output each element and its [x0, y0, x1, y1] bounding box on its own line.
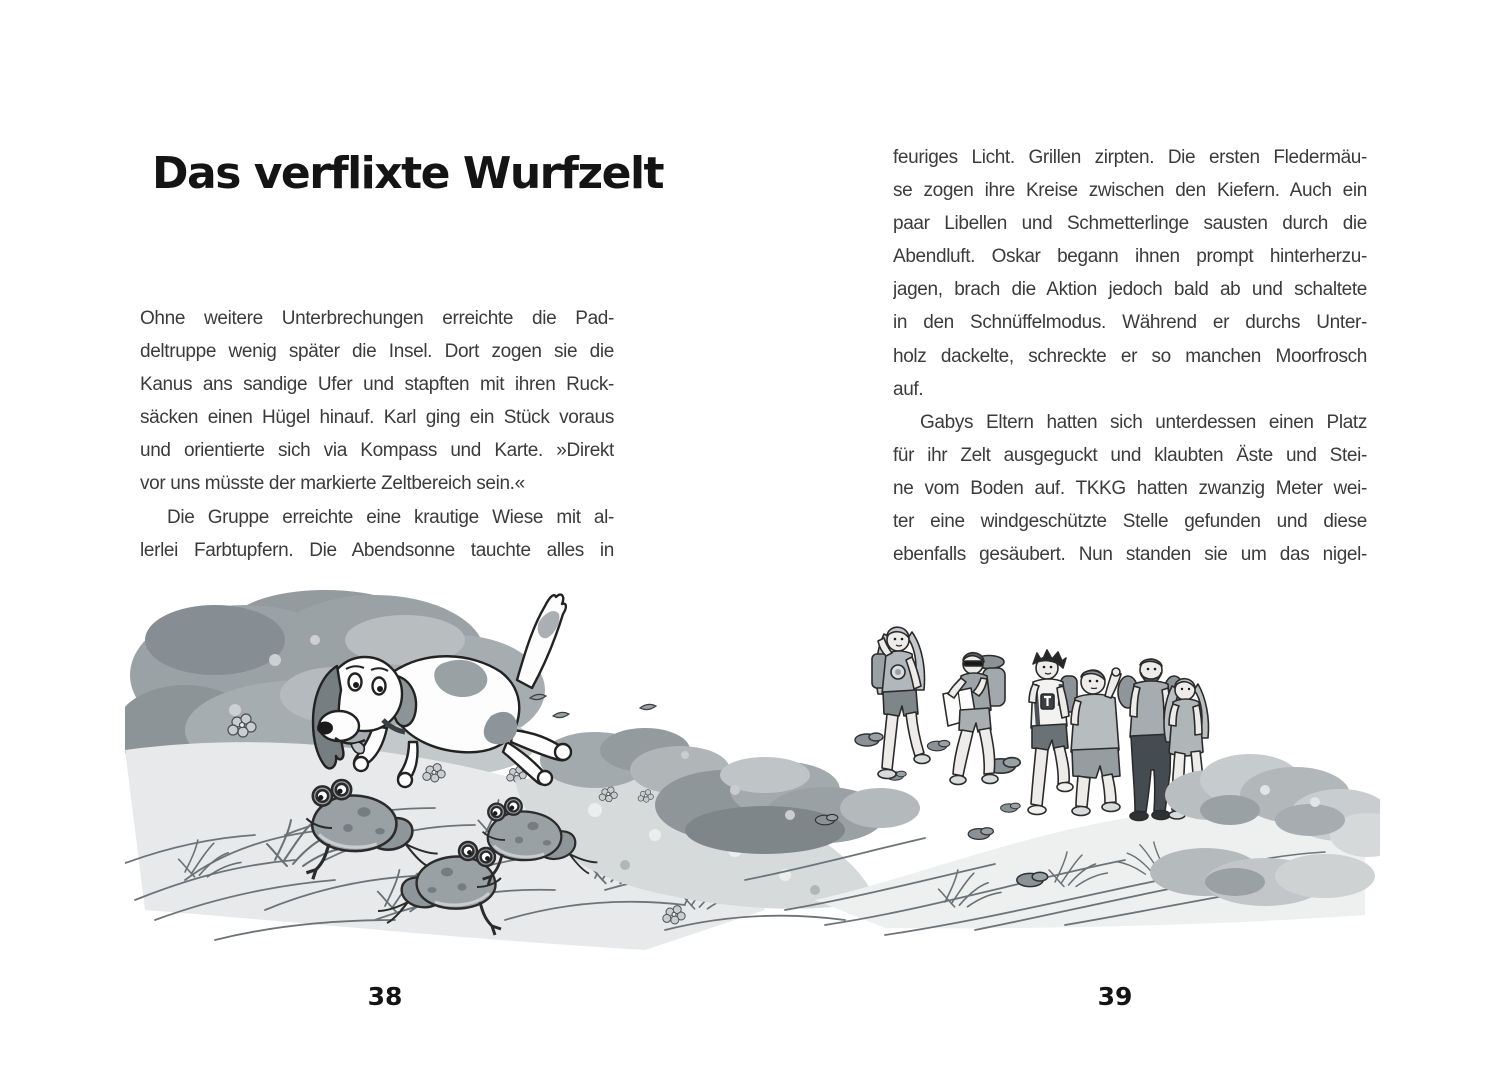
chapter-title: Das verflixte Wurfzelt: [152, 148, 664, 199]
text-line: Abendluft. Oskar begann ihnen prompt hinterherzu-: [893, 246, 1367, 268]
leaves: [530, 694, 656, 717]
text-line: lerlei Farbtupfern. Die Abendsonne tauchte alles in: [140, 539, 614, 561]
hikers-illustration: [872, 627, 1209, 820]
text-line: säcken einen Hügel hinauf. Karl ging ein Stück voraus: [140, 407, 614, 429]
right-page-number: 39: [1097, 982, 1133, 1011]
text-line: ebenfalls gesäubert. Nun standen sie um das nigel-: [893, 544, 1367, 566]
left-page-text: [140, 302, 614, 567]
hiker-chubby-boy: [1071, 668, 1121, 816]
text-line: deltruppe wenig später die Insel. Dort zogen sie die: [140, 341, 614, 363]
hiker-boy-tshirt: [1028, 650, 1077, 815]
hiker-girl-leader: [872, 627, 930, 778]
text-line: vor uns müsste der markierte Zeltbereich sein.«: [140, 473, 525, 495]
meadow-illustration: [125, 580, 1380, 975]
text-line: feuriges Licht. Grillen zirpten. Die ersten Fledermäu-: [893, 147, 1367, 168]
text-line: paar Libellen und Schmetterlinge sausten durch die: [893, 213, 1367, 235]
text-line: und orientierte sich via Kompass und Karte. »Direkt: [140, 440, 614, 462]
right-page-text: [893, 141, 1367, 571]
text-line: Ohne weitere Unterbrechungen erreichte die Pad-: [140, 308, 614, 329]
text-line: jagen, brach die Aktion jedoch bald ab und schaltete: [893, 279, 1367, 301]
text-line: Gabys Eltern hatten sich unterdessen einen Platz: [920, 411, 1367, 433]
text-line: ne vom Boden auf. TKKG hatten zwanzig Meter wei-: [893, 477, 1367, 499]
text-line: ter eine windgeschützte Stelle gefunden und diese: [893, 511, 1367, 533]
text-line: holz dackelte, schreckte er so manchen Moorfrosch: [893, 345, 1367, 367]
text-line: in den Schnüffelmodus. Während er durchs Unter-: [893, 312, 1367, 334]
text-line: Die Gruppe erreichte eine krautige Wiese mit al-: [167, 506, 614, 528]
left-page-number: 38: [367, 982, 403, 1011]
text-line: se zogen ihre Kreise zwischen den Kiefern. Auch ein: [893, 180, 1367, 202]
text-line: auf.: [893, 378, 924, 400]
text-line: für ihr Zelt ausgeguckt und klaubten Äste und Stei-: [893, 444, 1367, 466]
text-line: Kanus ans sandige Ufer und stapften mit ihren Ruck-: [140, 374, 614, 396]
